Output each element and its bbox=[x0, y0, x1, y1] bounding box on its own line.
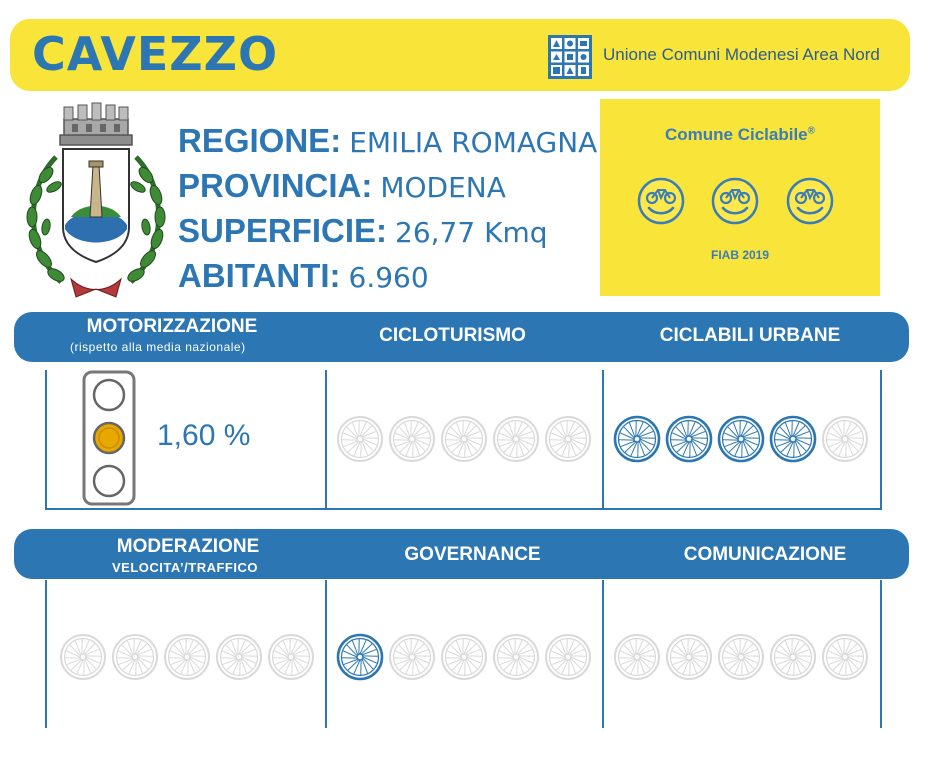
wheel-inactive-icon bbox=[214, 632, 264, 682]
bike-smile-icon bbox=[711, 177, 759, 225]
union-logo-icon bbox=[548, 35, 592, 79]
info-key: SUPERFICIE: bbox=[178, 212, 388, 249]
panel-divider bbox=[45, 370, 47, 510]
wheel-inactive-icon bbox=[543, 632, 593, 682]
wheel-inactive-icon bbox=[266, 632, 316, 682]
panel-divider bbox=[880, 580, 882, 728]
wheel-inactive-icon bbox=[543, 414, 593, 464]
info-key: ABITANTI: bbox=[178, 257, 341, 294]
wheel-inactive-icon bbox=[439, 632, 489, 682]
wheel-inactive-icon bbox=[387, 632, 437, 682]
header-banner bbox=[10, 19, 910, 91]
bike-smile-icon bbox=[637, 177, 685, 225]
rating-moderazione bbox=[58, 632, 323, 684]
wheel-inactive-icon bbox=[58, 632, 108, 682]
rating-ciclabili-urbane bbox=[612, 414, 877, 466]
rating-comunicazione bbox=[612, 632, 877, 684]
wheel-inactive-icon bbox=[612, 632, 662, 682]
info-regione bbox=[178, 121, 597, 163]
panel-divider bbox=[602, 580, 604, 728]
info-value: 6.960 bbox=[348, 261, 429, 294]
town-name: CAVEZZO bbox=[32, 27, 279, 81]
bike-smile-icon bbox=[786, 177, 834, 225]
panel-baseline bbox=[45, 508, 882, 510]
union-name: Unione Comuni Modenesi Area Nord bbox=[603, 45, 880, 64]
coat-of-arms-icon bbox=[16, 97, 176, 307]
wheel-inactive-icon bbox=[716, 632, 766, 682]
info-superficie bbox=[178, 211, 548, 253]
traffic-light-icon bbox=[82, 370, 136, 506]
wheel-inactive-icon bbox=[439, 414, 489, 464]
rating-governance bbox=[335, 632, 600, 684]
info-value: EMILIA ROMAGNA bbox=[349, 126, 598, 159]
info-key: PROVINCIA: bbox=[178, 167, 373, 204]
label-moderazione: MODERAZIONE bbox=[116, 536, 260, 557]
info-provincia bbox=[178, 166, 506, 208]
wheel-active-icon bbox=[664, 414, 714, 464]
label-motorizzazione-sub: (rispetto alla media nazionale) bbox=[70, 340, 246, 354]
wheel-inactive-icon bbox=[491, 414, 541, 464]
comune-ciclabile-badge bbox=[600, 99, 880, 296]
badge-title: Comune Ciclabile® bbox=[664, 125, 815, 144]
rating-cicloturismo bbox=[335, 414, 600, 466]
label-moderazione-sub: VELOCITA’/TRAFFICO bbox=[112, 560, 258, 575]
label-governance: GOVERNANCE bbox=[404, 544, 541, 565]
panel-divider bbox=[880, 370, 882, 510]
panel-divider bbox=[45, 580, 47, 728]
label-cicloturismo: CICLOTURISMO bbox=[379, 325, 526, 346]
badge-footer: FIAB 2019 bbox=[710, 248, 770, 262]
panel-divider bbox=[602, 370, 604, 510]
info-value: 26,77 Kmq bbox=[395, 216, 548, 249]
wheel-active-icon bbox=[768, 414, 818, 464]
wheel-inactive-icon bbox=[387, 414, 437, 464]
label-comunicazione: COMUNICAZIONE bbox=[683, 544, 847, 565]
panel-divider bbox=[325, 580, 327, 728]
wheel-inactive-icon bbox=[664, 632, 714, 682]
label-motorizzazione: MOTORIZZAZIONE bbox=[86, 316, 258, 337]
info-value: MODENA bbox=[380, 171, 506, 204]
wheel-inactive-icon bbox=[162, 632, 212, 682]
wheel-inactive-icon bbox=[491, 632, 541, 682]
wheel-inactive-icon bbox=[820, 632, 870, 682]
label-ciclabili-urbane: CICLABILI URBANE bbox=[659, 325, 841, 346]
info-key: REGIONE: bbox=[178, 122, 342, 159]
wheel-inactive-icon bbox=[110, 632, 160, 682]
wheel-active-icon bbox=[335, 632, 385, 682]
info-abitanti bbox=[178, 256, 429, 298]
wheel-active-icon bbox=[612, 414, 662, 464]
motorizzazione-value: 1,60 % bbox=[157, 419, 251, 452]
wheel-inactive-icon bbox=[820, 414, 870, 464]
wheel-active-icon bbox=[716, 414, 766, 464]
wheel-inactive-icon bbox=[335, 414, 385, 464]
wheel-inactive-icon bbox=[768, 632, 818, 682]
panel-divider bbox=[325, 370, 327, 510]
